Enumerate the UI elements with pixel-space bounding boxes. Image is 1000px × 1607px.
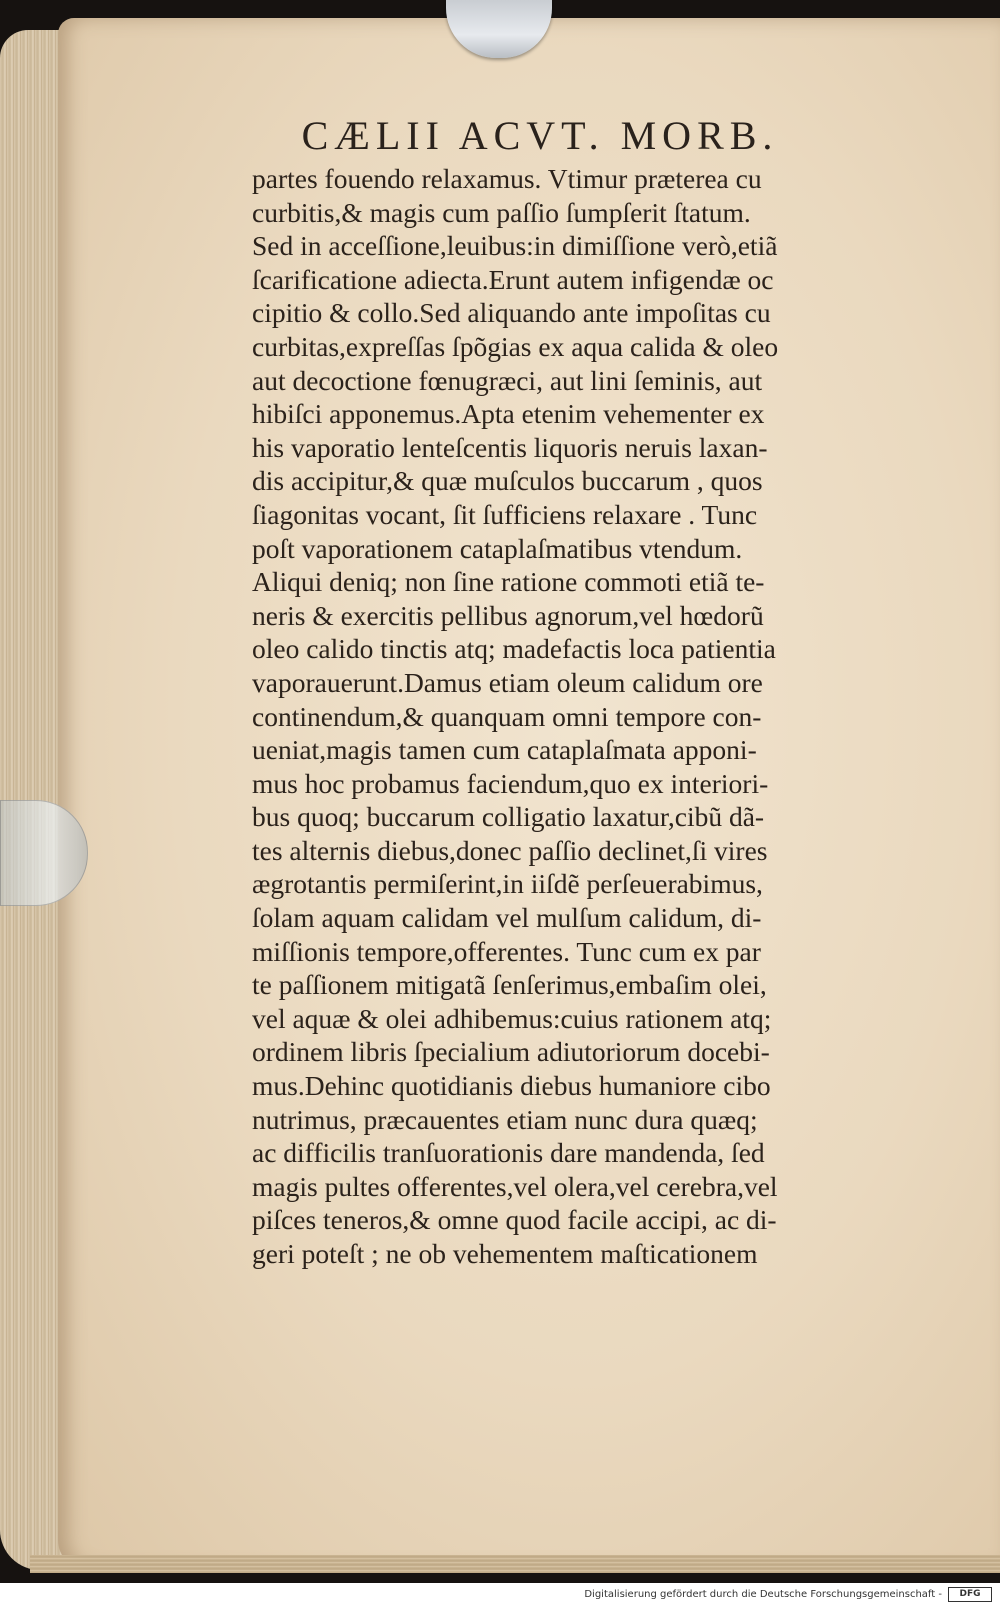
text-line: ordinem libris ſpecialium adiutoriorum docebi- [252, 1036, 770, 1068]
text-line: poſt vaporationem cataplaſmatibus vtendum. [252, 532, 743, 564]
text-line: nutrimus, præcauentes etiam nunc dura quæq; [252, 1103, 758, 1135]
text-line: cipitio & collo.Sed aliquando ante impoſitas cu [252, 297, 771, 329]
dfg-logo: DFG [948, 1587, 992, 1602]
text-line: vel aquæ & olei adhibemus:cuius rationem atq; [252, 1002, 772, 1034]
text-line: curbitas,expreſſas ſpõgias ex aqua calida & oleo [252, 330, 779, 362]
text-line: ægrotantis permiſerint,in iiſdẽ perſeuerabimus, [252, 868, 763, 900]
text-line: hibiſci apponemus.Apta etenim vehementer ex [252, 398, 765, 430]
text-line: partes fouendo relaxamus. Vtimur præterea cu [252, 163, 762, 194]
text-line: aut decoctione fœnugræci, aut lini ſeminis, aut [252, 364, 763, 396]
page-bottom-edge [30, 1555, 1000, 1573]
text-line: ueniat,magis tamen cum cataplaſmata apponi- [252, 734, 757, 766]
body-text [252, 162, 872, 1271]
text-line: vaporauerunt.Damus etiam oleum calidum ore [252, 666, 763, 698]
text-line: curbitis,& magis cum paſſio ſumpſerit ſtatum. [252, 196, 751, 228]
text-line: ſiagonitas vocant, ſit ſufficiens relaxare . Tunc [252, 498, 758, 530]
text-line: geri poteſt ; ne ob vehementem maſticationem [252, 1238, 758, 1269]
text-line: bus quoq; buccarum colligatio laxatur,cibũ dã- [252, 801, 765, 833]
text-line: ſcarificatione adiecta.Erunt autem infigendæ oc [252, 263, 774, 295]
text-line: Aliqui deniq; non ſine ratione commoti etiã te- [252, 566, 765, 598]
text-line: tes alternis diebus,donec paſſio declinet,ſi vires [252, 834, 768, 866]
text-line: magis pultes offerentes,vel olera,vel cerebra,vel [252, 1170, 778, 1202]
running-head: CÆLII ACVT. MORB. [301, 113, 779, 158]
text-line: mus.Dehinc quotidianis diebus humaniore cibo [252, 1070, 771, 1102]
text-line: continendum,& quanquam omni tempore con- [252, 700, 762, 732]
text-line: dis accipitur,& quæ muſculos buccarum , quos [252, 465, 763, 497]
text-line: oleo calido tinctis atq; madefactis loca patientia [252, 633, 776, 665]
text-line: his vaporatio lenteſcentis liquoris neruis laxan- [252, 431, 768, 463]
text-line: ac difficilis tranſuorationis dare mandenda, ſed [252, 1137, 765, 1169]
text-line: ſolam aquam calidam vel mulſum calidum, di- [252, 902, 762, 934]
text-line: te paſſionem mitigatã ſenſerimus,embaſim olei, [252, 969, 767, 1001]
text-line: piſces teneros,& omne quod facile accipi, ac di- [252, 1204, 777, 1236]
text-line: mus hoc probamus faciendum,quo ex interiori- [252, 767, 769, 799]
text-line: Sed in acceſſione,leuibus:in dimiſſione verò,etiã [252, 230, 778, 262]
text-line: miſſionis tempore,offerentes. Tunc cum ex par [252, 935, 761, 967]
digitization-credit: Digitalisierung gefördert durch die Deutsche Forschungsgemeinschaft - [584, 1589, 942, 1600]
text-line: neris & exercitis pellibus agnorum,vel hœdorũ [252, 599, 764, 631]
